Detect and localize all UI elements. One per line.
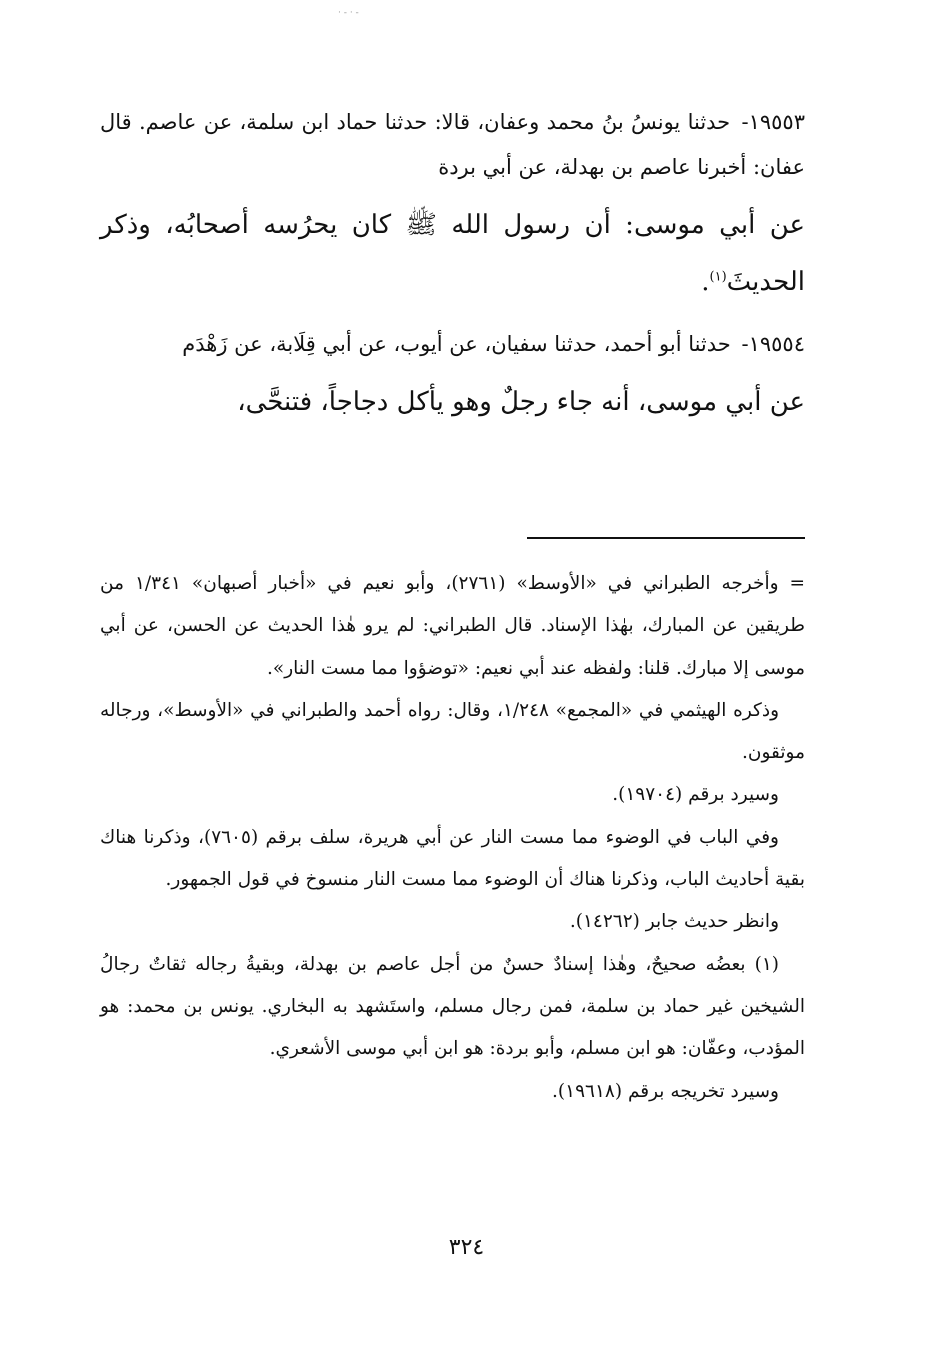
scan-artifact: · - · - bbox=[338, 8, 359, 18]
footnote-paragraph: وذكره الهيثمي في «المجمع» ١/٢٤٨، وقال: رواه أحمد والطبراني في «الأوسط»، ورجاله موثقون. bbox=[100, 699, 805, 764]
matn-end: . bbox=[701, 267, 710, 297]
footnote-paragraph: = وأخرجه الطبراني في «الأوسط» (٢٧٦١)، وأبو نعيم في «أخبار أصبهان» ١/٣٤١ من طريقين عن المبارك، بهٰذا الإسناد. قال الطبراني: لم يرو هٰذا الحديث عن الحسن، عن أبي موسى إلا مبارك. قلنا: ولفظه عند أبي نعيم: «توضؤوا مما مست النار». bbox=[100, 573, 805, 679]
matn-text: عن أبي موسى: أن رسول الله ﷺ كان يحرُسه أصحابُه، وذكر الحديثَ bbox=[100, 210, 805, 297]
hadith-isnad-19554 bbox=[100, 322, 805, 367]
hadith-isnad-19553 bbox=[100, 100, 805, 190]
hadith-matn-19553 bbox=[100, 197, 805, 311]
page-number: ٣٢٤ bbox=[448, 1235, 485, 1260]
hadith-number: ١٩٥٥٣- bbox=[741, 110, 805, 134]
hadith-matn-19554 bbox=[100, 374, 805, 431]
footnote-reference: (١) bbox=[709, 269, 727, 285]
isnad-text: حدثنا أبو أحمد، حدثنا سفيان، عن أيوب، عن أبي قِلَابة، عن زَهْدَم bbox=[182, 332, 731, 356]
footnote-separator bbox=[527, 537, 805, 539]
footnote-paragraph: وفي الباب في الوضوء مما مست النار عن أبي هريرة، سلف برقم (٧٦٠٥)، وذكرنا هناك بقية أحاديث الباب، وذكرنا هناك أن الوضوء مما مست النار منسوخ في قول الجمهور. bbox=[100, 826, 805, 891]
footnote-paragraph: (١) بعضُه صحيحٌ، وهٰذا إسنادٌ حسنٌ من أجل عاصم بن بهدلة، وبقيةُ رجاله ثقاتٌ رجالُ الشيخين غير حماد بن سلمة، فمن رجال مسلم، واستَشهد به البخاري. يونس بن محمد: هو المؤدب، وعفّان: هو ابن مسلم، وأبو بردة: هو ابن أبي موسى الأشعري. bbox=[100, 953, 805, 1060]
footnote-paragraph: وانظر حديث جابر (١٤٢٦٢). bbox=[569, 911, 779, 933]
footnote-paragraph: وسيرد برقم (١٩٧٠٤). bbox=[612, 784, 779, 806]
matn-text: عن أبي موسى، أنه جاء رجلٌ وهو يأكل دجاجاً، فتنحَّى، bbox=[237, 387, 805, 417]
hadith-number: ١٩٥٥٤- bbox=[741, 332, 805, 356]
footnotes-section bbox=[100, 563, 805, 1113]
footnote-paragraph: وسيرد تخريجه برقم (١٩٦١٨). bbox=[552, 1080, 779, 1102]
isnad-text: حدثنا يونسُ بنُ محمد وعفان، قالا: حدثنا حماد ابن سلمة، عن عاصم. قال عفان: أخبرنا عاصم بن بهدلة، عن أبي بردة bbox=[100, 110, 805, 179]
main-text bbox=[100, 100, 805, 438]
